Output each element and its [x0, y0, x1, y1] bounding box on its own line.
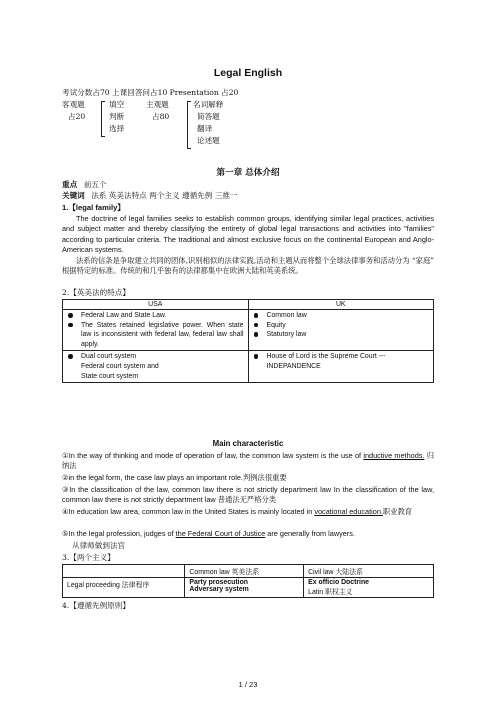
bullet-icon	[68, 354, 73, 359]
exam-score-line: 考试分数占70 上课回答问占10 Presentation 占20	[62, 88, 239, 97]
main-characteristic-heading: Main characteristic	[212, 439, 284, 448]
civil-law-cell: Ex officio Doctrine Latin 职权主义	[304, 578, 434, 598]
two-doctrines-table	[62, 564, 434, 598]
subjective-item: 论述题	[197, 136, 220, 145]
keywords-label: 关键词	[62, 191, 85, 200]
common-law-cell: Party prosecution Adversary system	[185, 578, 304, 598]
main-char-item-3: ③In the classification of the law, common law there is not strictly department law In the classification of the law, common law there is not strictly department law 普通法无严格分类	[62, 485, 434, 505]
bullet-icon	[68, 323, 73, 328]
bullet-icon	[254, 323, 259, 328]
subjective-pct: 占80	[152, 112, 170, 121]
col-common-law: Common law 英美法系	[185, 565, 304, 578]
section2-heading: 2.【英美法的特点】	[62, 288, 130, 297]
main-char-item-4: ④In education law area, common law in the United States is mainly located in vocational education.职业教育	[62, 507, 413, 516]
main-char-item-2: ②in the legal form, the case law plays an important role.判例法很重要	[62, 473, 287, 482]
key-points-value: 前五个	[83, 180, 107, 189]
objective-item: 判断	[109, 112, 125, 121]
bullet-icon	[254, 332, 259, 337]
section3-heading: 3.【两个主义】	[62, 553, 115, 562]
section1-chinese: 法系的信条是争取建立共同的团体,识别相似的法律实践,活动和主题从而将整个全球法律事务和活动分为 “家庭” 根据特定的标准。传统的和几乎独有的法律都集中在欧洲大陆和英美系统。	[62, 256, 434, 276]
row-legal-proceeding: Legal proceeding 法律程序	[63, 578, 185, 598]
keywords-line	[62, 191, 238, 201]
subjective-item: 名词解释	[193, 100, 224, 109]
chapter-title: 第一章 总体介绍	[216, 168, 280, 178]
main-char-trailing: 从律师做到法官	[72, 541, 126, 550]
objective-item: 填空	[109, 100, 125, 109]
row2-usa: Dual court system Federal court system and State court system	[63, 351, 249, 383]
objective-brace	[101, 101, 105, 137]
col-civil-law: Civil law 大陆法系	[304, 565, 434, 578]
section1-english: The doctrine of legal families seeks to establish common groups, identifying similar legal practices, activities and subject matter and thereby classifying the entirety of global legal transactions and activities into "families" according to particular criteria. The traditional and almost exclusive focus on the continental European and Anglo-American systems.	[62, 214, 434, 254]
subjective-item: 简答题	[197, 112, 220, 121]
corner-cell	[63, 565, 185, 578]
objective-item: 选择	[109, 124, 125, 133]
us-uk-table	[62, 299, 434, 383]
row2-uk: House of Lord is the Supreme Court --- INDEPANDENCE	[248, 351, 434, 383]
objective-pct: 占20	[68, 112, 86, 121]
bullet-icon	[68, 313, 73, 318]
key-points-label: 重点 前五个	[62, 180, 107, 189]
row1-usa: Federal Law and State Law. The States retained legislative power. When state law is inconsistent with federal law, federal law shall apply.	[63, 310, 249, 351]
keywords-value: 法系 英美法特点 两个主义 遵循先例 三推一	[91, 191, 238, 200]
col-uk: UK	[248, 300, 434, 310]
col-usa: USA	[63, 300, 249, 310]
page-number: 1 / 23	[238, 680, 258, 689]
objective-label: 客观题	[62, 100, 85, 109]
main-char-item-5: ⑤In the legal profession, judges of the Federal Court of Justice are generally from lawyers.	[62, 529, 355, 538]
row1-uk: Common law Equity Statutory law	[248, 310, 434, 351]
subjective-label: 主观题	[146, 100, 169, 109]
document-title: Legal English	[213, 67, 283, 79]
bullet-icon	[254, 313, 259, 318]
bullet-icon	[254, 354, 259, 359]
subjective-brace	[187, 101, 191, 149]
section4-heading: 4.【遵循先例原则】	[62, 601, 130, 610]
main-char-item-1: ①In the way of thinking and mode of operation of law, the common law system is the use of inductive methods. 归纳法	[62, 451, 435, 471]
subjective-item: 翻译	[197, 124, 213, 133]
section1-heading: 1.【legal family】	[62, 203, 125, 212]
